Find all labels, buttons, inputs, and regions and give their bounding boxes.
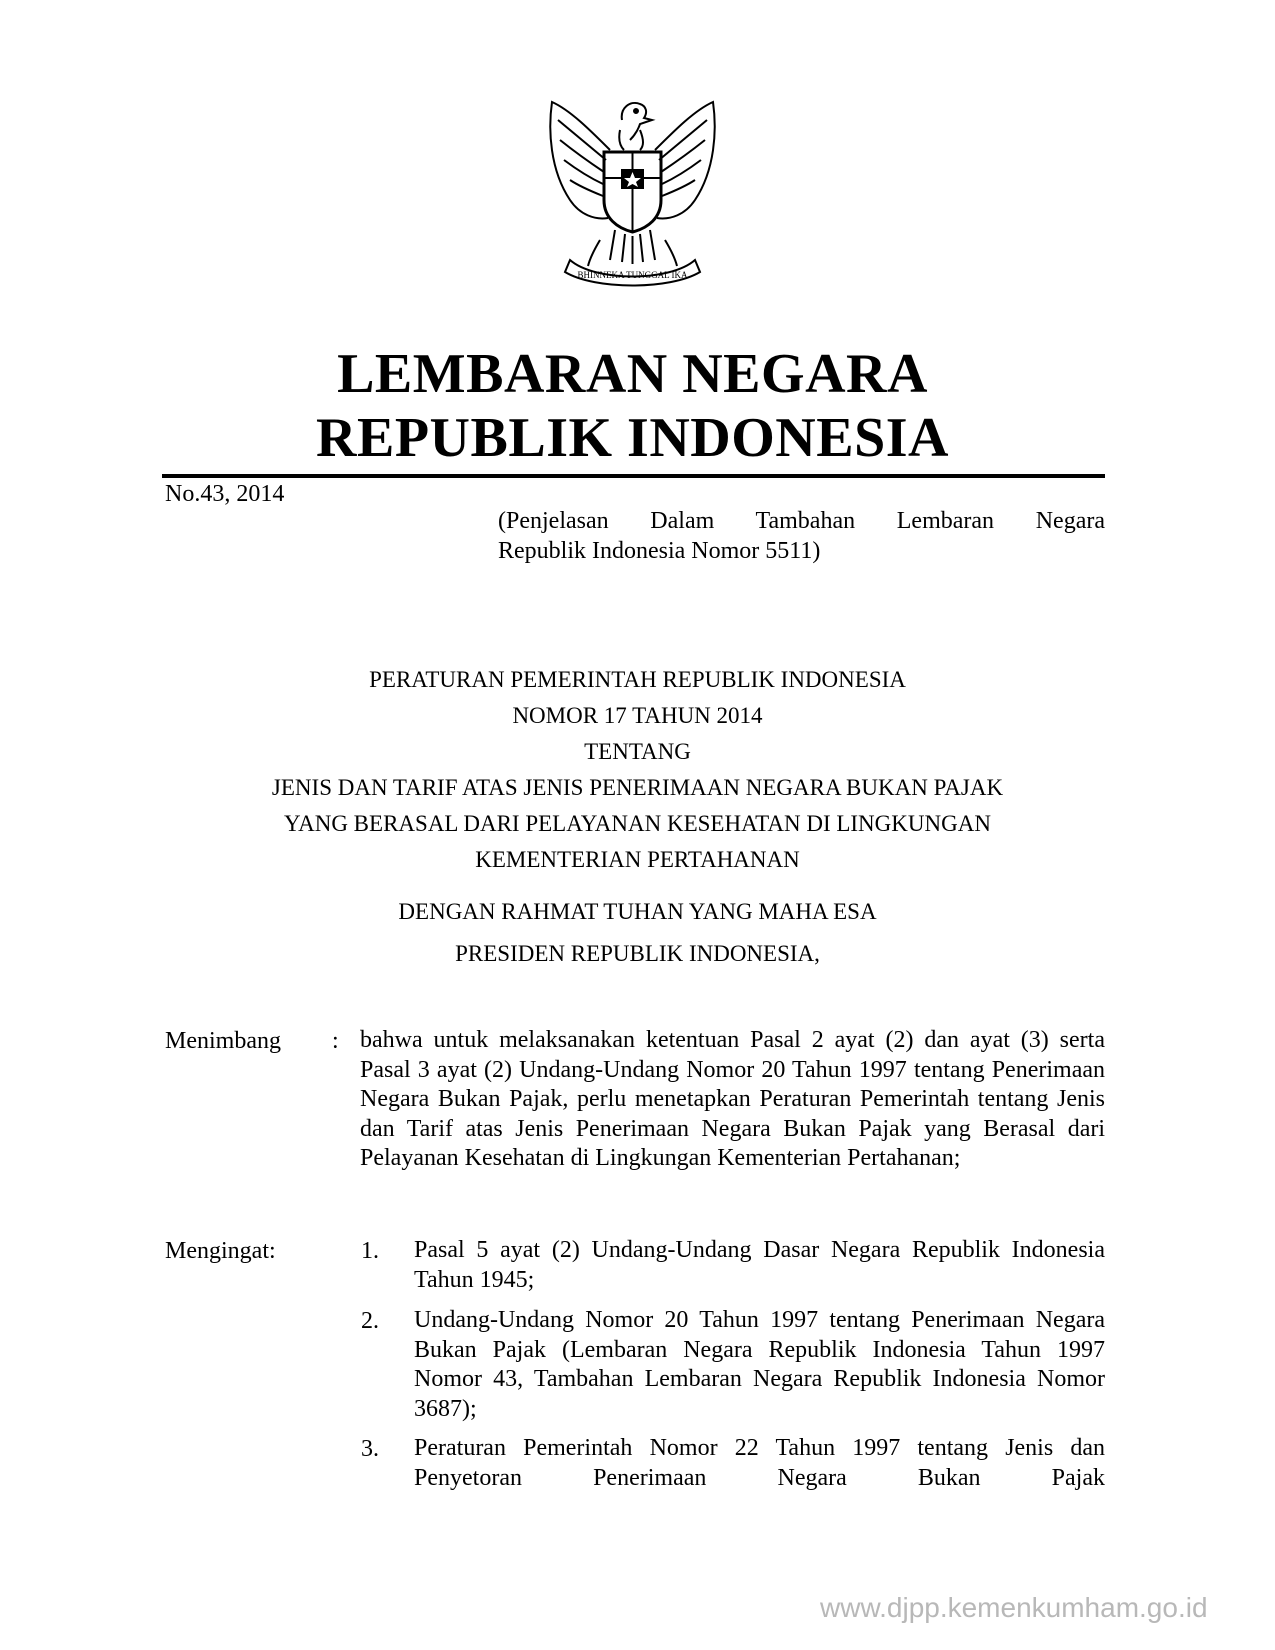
mengingat-item-text: Peraturan Pemerintah Nomor 22 Tahun 1997 tentang Jenis dan Penyetoran Penerimaan Negara Bukan Pajak [414,1435,1105,1491]
masthead-title-line2: REPUBLIK INDONESIA [316,407,949,469]
preamble-president: PRESIDEN REPUBLIK INDONESIA, [455,941,820,966]
regulation-title-line1: PERATURAN PEMERINTAH REPUBLIK INDONESIA [369,667,906,692]
mengingat-item-text: Pasal 5 ayat (2) Undang-Undang Dasar Negara Republik Indonesia Tahun 1945; [414,1237,1105,1293]
document-number: No.43, 2014 [165,481,285,507]
preamble-blessing: DENGAN RAHMAT TUHAN YANG MAHA ESA [398,899,877,924]
regulation-subject-line3: KEMENTERIAN PERTAHANAN [475,847,800,872]
explanation-note-line1: (Penjelasan Dalam Tambahan Lembaran Negara [498,508,1105,534]
menimbang-text: bahwa untuk melaksanakan ketentuan Pasal 2 ayat (2) dan ayat (3) serta Pasal 3 ayat (2) Undang-Undang Nomor 20 Tahun 1997 tentang Penerimaan Negara Bukan Pajak, perlu menetapkan Peraturan Pemerintah tentang Jenis dan Tarif atas Jenis Penerimaan Negara Bukan Pajak yang Berasal dari Pelayanan Kesehatan di Lingkungan Kementerian Pertahanan; [360,1027,1105,1172]
regulation-number: NOMOR 17 TAHUN 2014 [512,703,763,728]
mengingat-item-number: 3. [361,1436,379,1462]
masthead-title-line1: LEMBARAN NEGARA [337,343,928,405]
menimbang-colon: : [332,1028,339,1054]
mengingat-label: Mengingat: [165,1238,276,1264]
watermark-url: www.djpp.kemenkumham.go.id [820,1592,1208,1623]
mengingat-item-number: 2. [361,1308,379,1334]
header-rule [162,474,1105,478]
regulation-about: TENTANG [584,739,691,764]
mengingat-item-text: Undang-Undang Nomor 20 Tahun 1997 tentang Penerimaan Negara Bukan Pajak (Lembaran Negara Republik Indonesia Tahun 1997 Nomor 43, Tambahan Lembaran Negara Republik Indonesia Nomor 3687); [414,1307,1105,1422]
mengingat-item-number: 1. [361,1238,379,1264]
explanation-note-line2: Republik Indonesia Nomor 5511) [498,538,821,564]
regulation-subject-line1: JENIS DAN TARIF ATAS JENIS PENERIMAAN NEGARA BUKAN PAJAK [271,775,1004,800]
menimbang-label: Menimbang [165,1028,281,1054]
svg-text:BHINNEKA TUNGGAL IKA: BHINNEKA TUNGGAL IKA [577,270,688,280]
explanation-note [498,506,1105,566]
regulation-subject-line2: YANG BERASAL DARI PELAYANAN KESEHATAN DI LINGKUNGAN [284,811,991,836]
garuda-emblem-icon [540,90,725,290]
